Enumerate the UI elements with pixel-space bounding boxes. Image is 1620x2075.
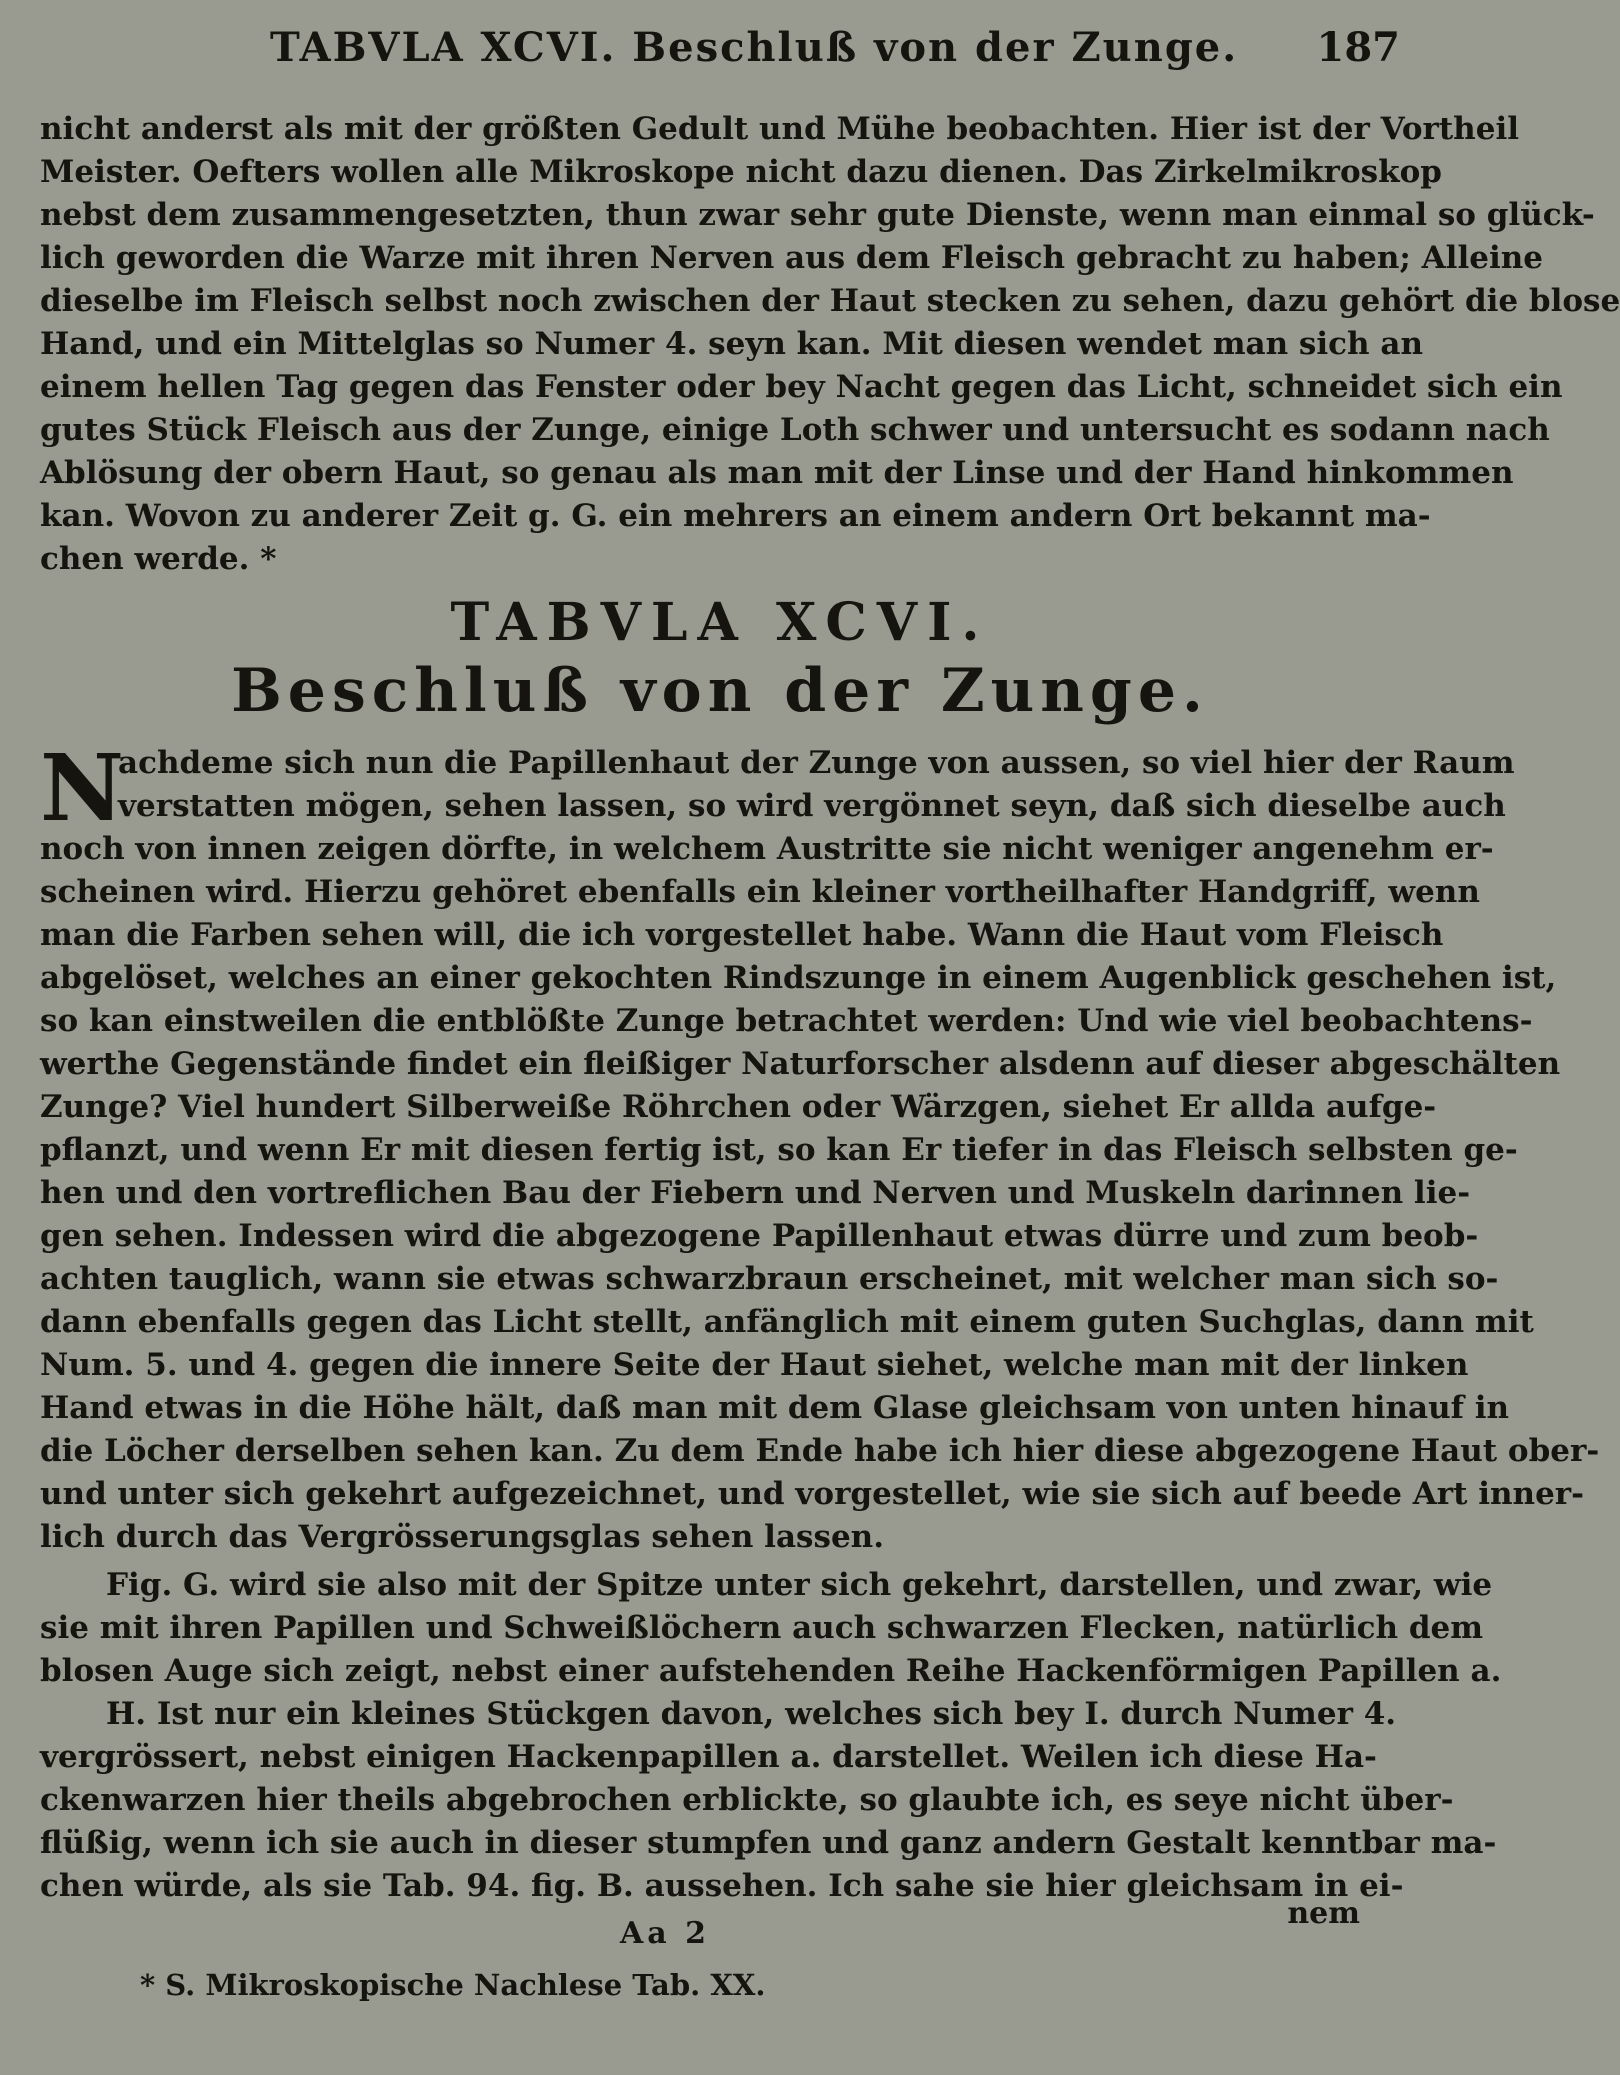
text-line: noch von innen zeigen dörfte, in welchem Austritte sie nicht weniger angenehm er- [40, 831, 1494, 867]
text-line: dann ebenfalls gegen das Licht stellt, anfänglich mit einem guten Suchglas, dann mit [40, 1304, 1534, 1340]
text-line: hen und den vortreflichen Bau der Fiebern und Nerven und Muskeln darinnen lie- [40, 1175, 1471, 1211]
text-line: chen würde, als sie Tab. 94. fig. B. aussehen. Ich sahe sie hier gleichsam in ei- [40, 1868, 1404, 1904]
text-line: H. Ist nur ein kleines Stückgen davon, welches sich bey I. durch Numer 4. [106, 1696, 1397, 1732]
paragraph-3 [40, 1693, 1497, 1908]
text-line: pflanzt, und wenn Er mit diesen fertig ist, so kan Er tiefer in das Fleisch selbsten ge- [40, 1132, 1518, 1168]
footnote: * S. Mikroskopische Nachlese Tab. XX. [140, 1968, 766, 2002]
text-line: lich geworden die Warze mit ihren Nerven aus dem Fleisch gebracht zu haben; Alleine [40, 240, 1543, 276]
paragraph-2 [40, 1564, 1502, 1693]
text-line: dieselbe im Fleisch selbst noch zwischen der Haut stecken zu sehen, dazu gehört die blose [40, 283, 1620, 319]
text-line: Zunge? Viel hundert Silberweiße Röhrchen oder Wärzgen, siehet Er allda aufge- [40, 1089, 1437, 1125]
section-subheading: Beschluß von der Zunge. [231, 656, 1209, 726]
text-line: einem hellen Tag gegen das Fenster oder bey Nacht gegen das Licht, schneidet sich ein [40, 369, 1563, 405]
text-line: ckenwarzen hier theils abgebrochen erblickte, so glaubte ich, es seye nicht über- [40, 1782, 1454, 1818]
catchword: nem [1287, 1896, 1360, 1931]
text-line: Num. 5. und 4. gegen die innere Seite der Haut siehet, welche man mit der linken [40, 1347, 1469, 1383]
text-line: Hand, und ein Mittelglas so Numer 4. seyn kan. Mit diesen wendet man sich an [40, 326, 1423, 362]
signature-mark: Aa 2 [620, 1916, 711, 1951]
text-line: Fig. G. wird sie also mit der Spitze unter sich gekehrt, darstellen, und zwar, wie [106, 1567, 1493, 1603]
text-line: sie mit ihren Papillen und Schweißlöchern auch schwarzen Flecken, natürlich dem [40, 1610, 1484, 1646]
text-line: lich durch das Vergrösserungsglas sehen lassen. [40, 1519, 885, 1555]
text-line: gen sehen. Indessen wird die abgezogene Papillenhaut etwas dürre und zum beob- [40, 1218, 1479, 1254]
text-line: gutes Stück Fleisch aus der Zunge, einige Loth schwer und untersucht es sodann nach [40, 412, 1550, 448]
text-line: Meister. Oefters wollen alle Mikroskope nicht dazu dienen. Das Zirkelmikroskop [40, 154, 1442, 190]
page-number: 187 [1316, 24, 1400, 71]
text-line: kan. Wovon zu anderer Zeit g. G. ein mehrers an einem andern Ort bekannt ma- [40, 498, 1431, 534]
top-paragraph [40, 108, 1620, 581]
text-line: blosen Auge sich zeigt, nebst einer aufstehenden Reihe Hackenförmigen Papillen a. [40, 1653, 1502, 1689]
text-line: scheinen wird. Hierzu gehöret ebenfalls ein kleiner vortheilhafter Handgriff, wenn [40, 874, 1480, 910]
text-line: nicht anderst als mit der größten Gedult und Mühe beobachten. Hier ist der Vortheil [40, 111, 1519, 147]
text-line: abgelöset, welches an einer gekochten Rindszunge in einem Augenblick geschehen ist, [40, 960, 1557, 996]
text-line: achdeme sich nun die Papillenhaut der Zunge von aussen, so viel hier der Raum [118, 745, 1515, 781]
text-line: chen werde. * [40, 541, 277, 577]
text-line: nebst dem zusammengesetzten, thun zwar sehr gute Dienste, wenn man einmal so glück- [40, 197, 1595, 233]
text-line: so kan einstweilen die entblößte Zunge betrachtet werden: Und wie viel beobachtens- [40, 1003, 1533, 1039]
running-head [40, 24, 1400, 80]
text-line: Hand etwas in die Höhe hält, daß man mit dem Glase gleichsam von unten hinauf in [40, 1390, 1510, 1426]
drop-capital: N [40, 734, 125, 842]
text-line: man die Farben sehen will, die ich vorgestellet habe. Wann die Haut vom Fleisch [40, 917, 1444, 953]
text-line: und unter sich gekehrt aufgezeichnet, und vorgestellet, wie sie sich auf beede Art inner- [40, 1476, 1584, 1512]
text-line: werthe Gegenstände findet ein fleißiger Naturforscher alsdenn auf dieser abgeschälten [40, 1046, 1561, 1082]
text-line: die Löcher derselben sehen kan. Zu dem Ende habe ich hier diese abgezogene Haut ober- [40, 1433, 1600, 1469]
paragraph-1 [40, 734, 1600, 1559]
running-title: TABVLA XCVI. Beschluß von der Zunge. [270, 24, 1239, 71]
text-line: verstatten mögen, sehen lassen, so wird vergönnet seyn, daß sich dieselbe auch [118, 788, 1506, 824]
text-line: achten tauglich, wann sie etwas schwarzbraun erscheinet, mit welcher man sich so- [40, 1261, 1499, 1297]
text-line: Ablösung der obern Haut, so genau als man mit der Linse und der Hand hinkommen [40, 455, 1514, 491]
text-line: flüßig, wenn ich sie auch in dieser stumpfen und ganz andern Gestalt kenntbar ma- [40, 1825, 1497, 1861]
text-line: vergrössert, nebst einigen Hackenpapillen a. darstellet. Weilen ich diese Ha- [40, 1739, 1377, 1775]
section-heading: TABVLA XCVI. [450, 592, 990, 653]
